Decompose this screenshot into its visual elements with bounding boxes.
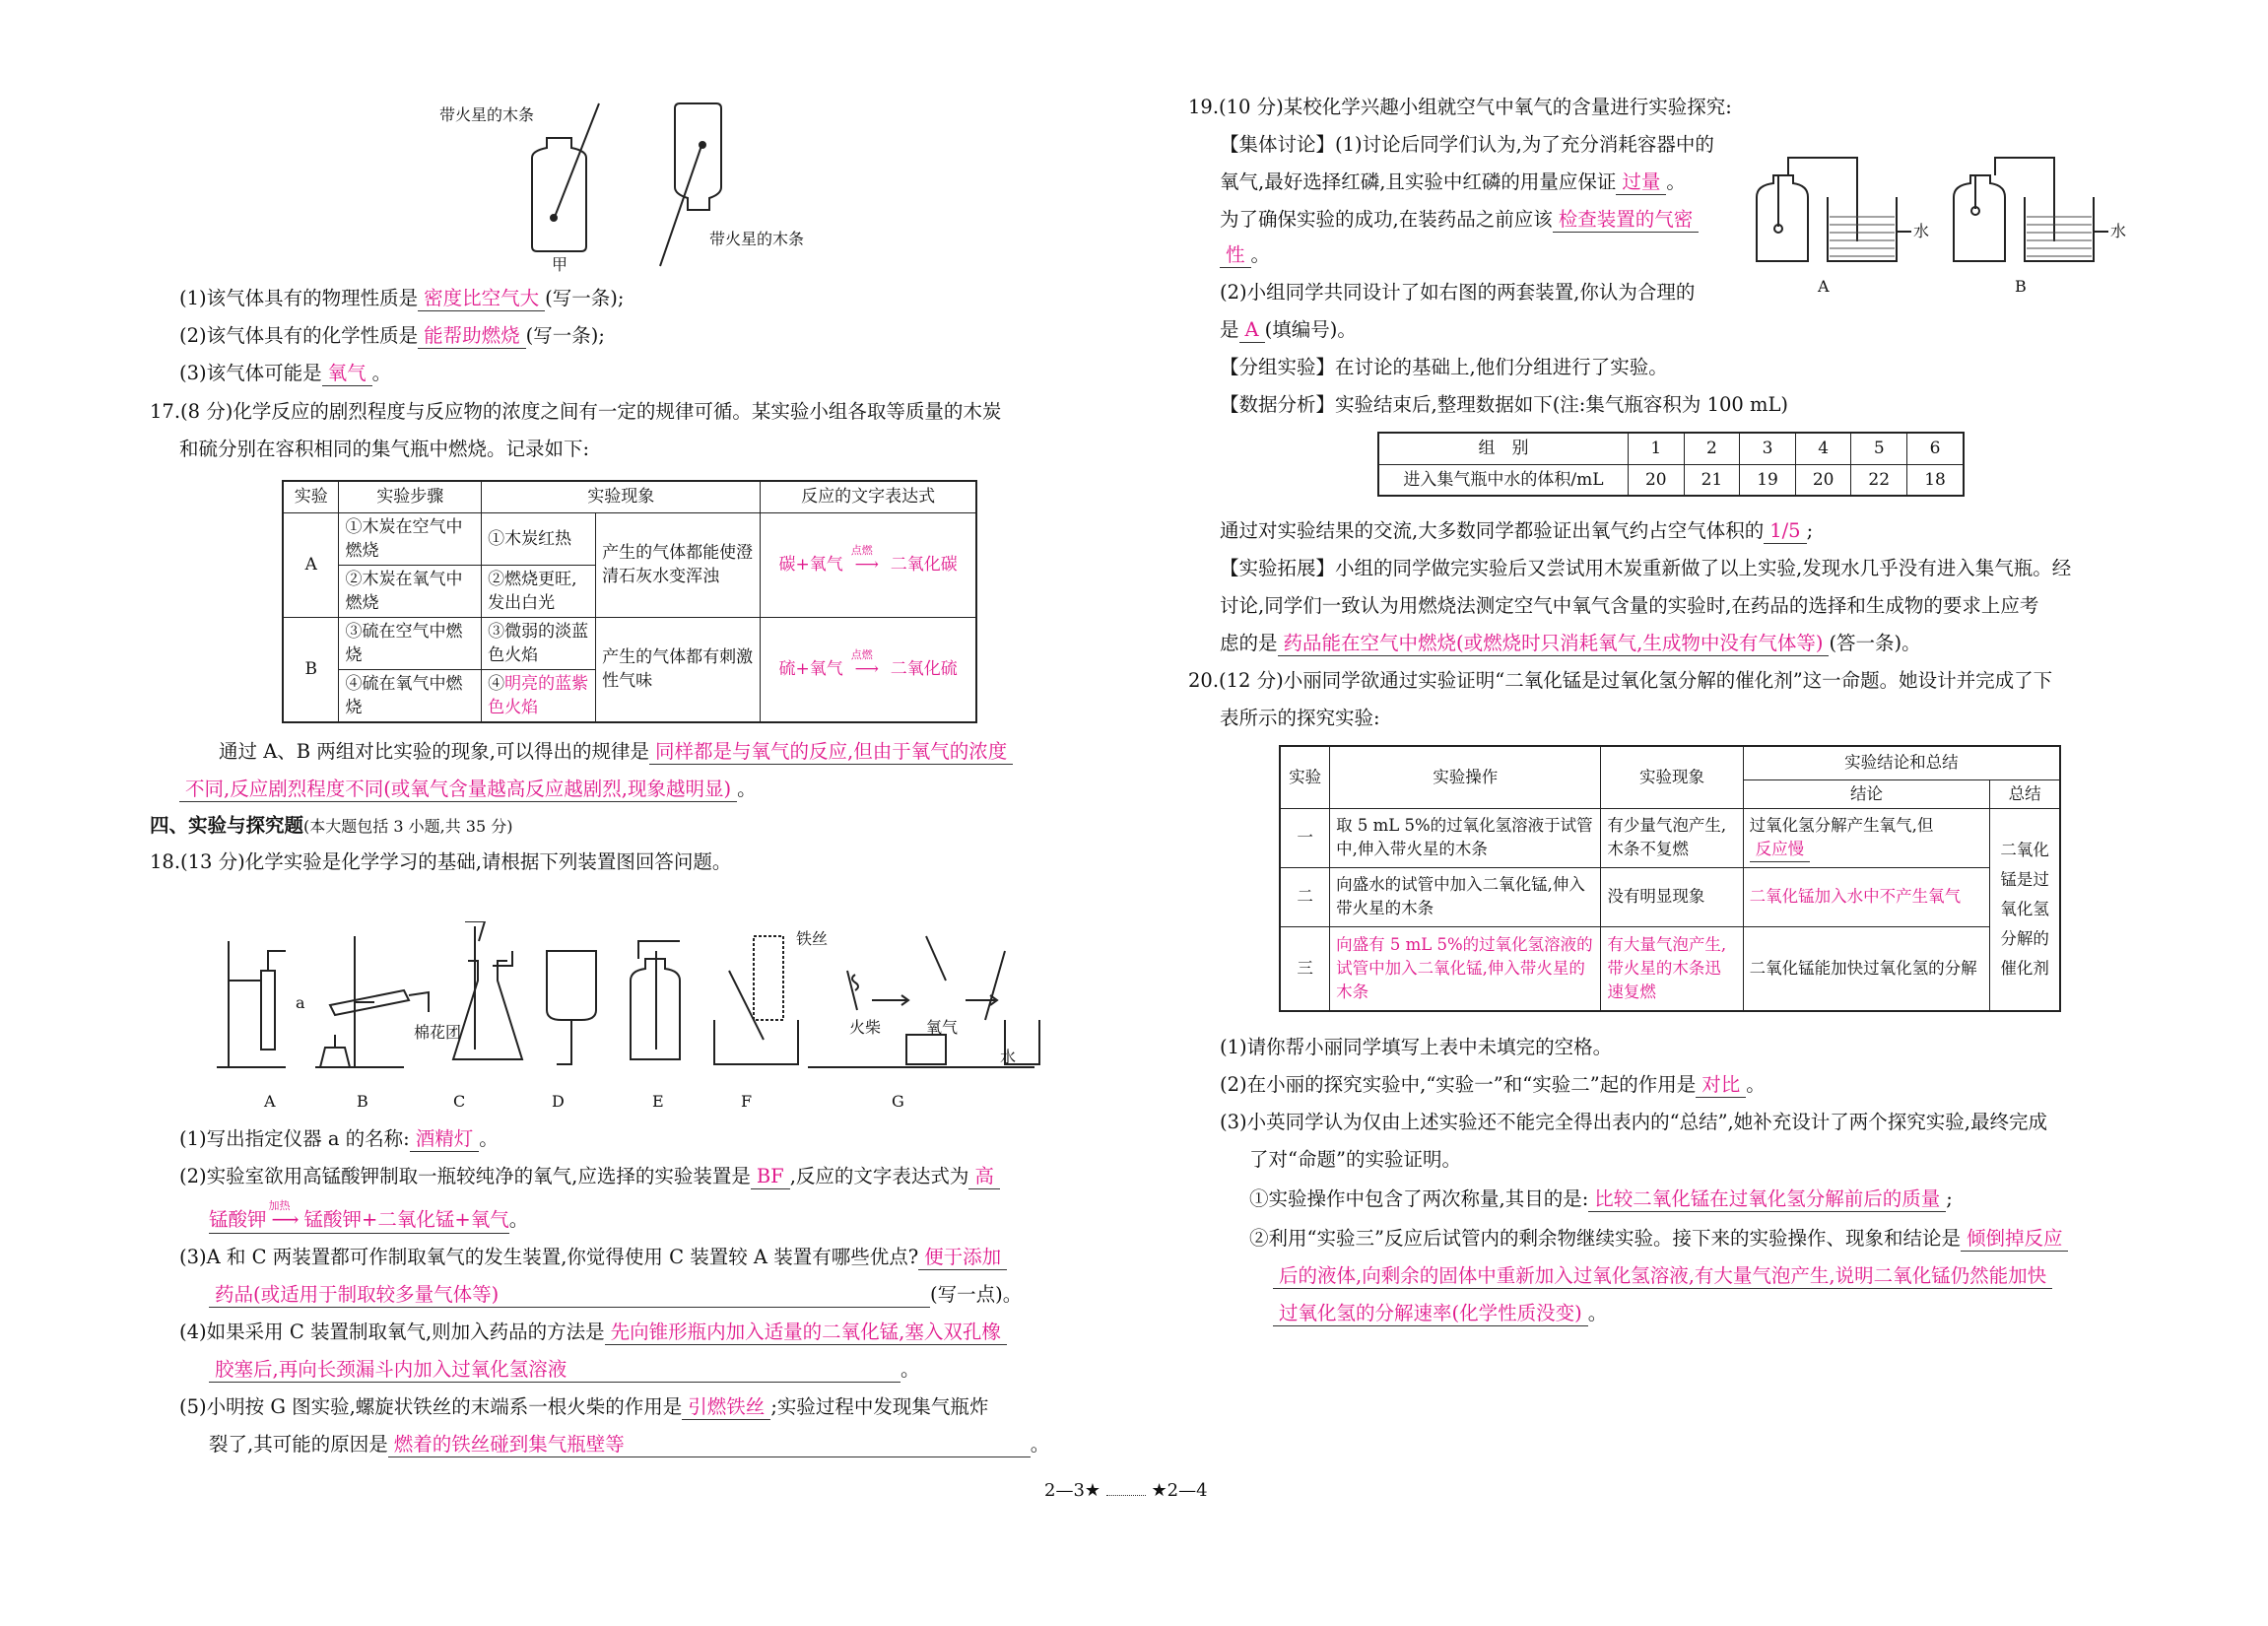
q18-answer3b: 药品(或适用于制取较多量气体等) bbox=[209, 1283, 930, 1308]
q19-title: 19.(10 分)某校化学兴趣小组就空气中氧气的含量进行实验探究: bbox=[1188, 96, 1732, 118]
q17-a-equation: 碳+氧气 点燃 ⟶ 二氧化碳 bbox=[761, 512, 976, 617]
apparatus-b-icon bbox=[315, 936, 429, 1067]
q17-conclusion-line2: 不同,反应剧烈程度不同(或氧气含量越高反应越剧烈,现象越明显) 。 bbox=[179, 777, 757, 802]
q20-row2-answer: 二氧化锰加入水中不产生氧气 bbox=[1743, 867, 1990, 926]
q20-row1-label: 一 bbox=[1280, 808, 1330, 867]
device-b-icon bbox=[1954, 158, 2108, 261]
q20-line1: 20.(12 分)小丽同学欲通过实验证明“二氧化锰是过氧化氢分解的催化剂”这一命题。她设计并完成了下 bbox=[1188, 669, 2053, 692]
q20-th-operation: 实验操作 bbox=[1330, 746, 1601, 808]
q17-th-steps: 实验步骤 bbox=[339, 481, 482, 512]
q20-answer-continue-c: 过氧化氢的分解速率(化学性质没变) bbox=[1273, 1302, 1588, 1326]
q19-line4: 性 。 bbox=[1220, 242, 1270, 268]
figure-caption: 甲 bbox=[552, 255, 568, 274]
q19-answer-check-b: 性 bbox=[1220, 243, 1251, 268]
q20-row2-label: 二 bbox=[1280, 867, 1330, 926]
q20-answer-continue-b: 后的液体,向剩余的固体中重新加入过氧化氢溶液,有大量气泡产生,说明二氧化锰仍然能加快 bbox=[1273, 1264, 2052, 1289]
q20-part3-line1: (3)小英同学认为仅由上述实验还不能完全得出表内的“总结”,她补充设计了两个探究实验,最终完成 bbox=[1220, 1111, 2047, 1133]
q20-th-conclusion: 结论 bbox=[1743, 779, 1990, 808]
q19-group-6: 6 bbox=[1907, 433, 1964, 464]
q16-answer1: 密度比空气大 bbox=[418, 287, 545, 311]
q20-th-conclusion-summary: 实验结论和总结 bbox=[1743, 746, 2060, 779]
q19-answer-device: A bbox=[1239, 318, 1265, 343]
q17-b4-phen: ④明亮的蓝紫色火焰 bbox=[482, 669, 596, 722]
q16-answer2: 能帮助燃烧 bbox=[418, 324, 526, 349]
q17-conclusion-line1: 通过 A、B 两组对比实验的现象,可以得出的规律是 同样都是与氧气的反应,但由于氧气的浓度 bbox=[219, 739, 1013, 765]
fig-caption-f: F bbox=[741, 1092, 753, 1111]
q19-group-5: 5 bbox=[1851, 433, 1907, 464]
q17-th-phenomena: 实验现象 bbox=[482, 481, 761, 512]
q18-part5-line1: (5)小明按 G 图实验,螺旋状铁丝的末端系一根火柴的作用是 引燃铁丝 ;实验过程中发现集气瓶炸 bbox=[179, 1395, 989, 1418]
fig-label-oxygen: 氧气 bbox=[926, 1018, 959, 1037]
q19-answer-check-a: 检查装置的气密 bbox=[1553, 208, 1700, 233]
fig-caption-g: G bbox=[892, 1092, 904, 1111]
q17-conclusion-answer1: 同样都是与氧气的反应,但由于氧气的浓度 bbox=[649, 740, 1013, 765]
q16-part3: (3)该气体可能是 氧气 。 bbox=[179, 362, 392, 384]
lab-apparatus-figure bbox=[217, 921, 1044, 1074]
q17-a2-step: ②木炭在氧气中燃烧 bbox=[339, 565, 482, 617]
q18-answer4a: 先向锥形瓶内加入适量的二氧化锰,塞入双孔橡 bbox=[605, 1321, 1007, 1345]
footer-page-left: 2—3★ bbox=[1044, 1480, 1101, 1501]
q20-part3-sub1: ①实验操作中包含了两次称量,其目的是: 比较二氧化锰在过氧化氢分解前后的质量 ; bbox=[1249, 1187, 1953, 1210]
device-a-caption: A bbox=[1818, 277, 1830, 296]
fig-label-cotton: 棉花团 bbox=[414, 1023, 462, 1042]
q17-b4-step: ④硫在氧气中燃烧 bbox=[339, 669, 482, 722]
q18-answer2a: BF bbox=[751, 1165, 790, 1189]
q20-summary: 二氧化锰是过氧化氢分解的催化剂 bbox=[1990, 808, 2060, 1011]
q16-part1: (1)该气体具有的物理性质是 密度比空气大 (写一条); bbox=[179, 287, 625, 309]
q17-line2: 和硫分别在容积相同的集气瓶中燃烧。记录如下: bbox=[179, 438, 590, 460]
q18-part3-line1: (3)A 和 C 两装置都可作制取氧气的发生装置,你觉得使用 C 装置较 A 装置有哪些优点? 便于添加 bbox=[179, 1245, 1007, 1270]
device-a-icon bbox=[1757, 158, 1911, 261]
q18-part2-line1: (2)实验室欲用高锰酸钾制取一瓶较纯净的氧气,应选择的实验装置是 BF ,反应的文字表达式为 高 bbox=[179, 1164, 1000, 1189]
q20-row1-operation: 取 5 mL 5%的过氧化氢溶液于试管中,伸入带火星的木条 bbox=[1330, 808, 1601, 867]
q20-part3-sub2-line3: 过氧化氢的分解速率(化学性质没变) 。 bbox=[1273, 1301, 1607, 1326]
q18-answer5a: 引燃铁丝 bbox=[682, 1395, 770, 1420]
q20-row3-phenomenon-answer: 有大量气泡产生,带火星的木条迅速复燃 bbox=[1601, 926, 1743, 1011]
q19-line12: 虑的是 药品能在空气中燃烧(或燃烧时只消耗氧气,生成物中没有气体等) (答一条)。 bbox=[1220, 632, 1921, 654]
fig-label-match: 火柴 bbox=[849, 1018, 882, 1037]
q19-answer-fraction: 1/5 bbox=[1764, 519, 1806, 544]
q20-line2: 表所示的探究实验: bbox=[1220, 707, 1380, 729]
q19-line7: 【分组实验】在讨论的基础上,他们分组进行了实验。 bbox=[1220, 356, 1668, 378]
fig-caption-d: D bbox=[552, 1092, 565, 1111]
q19-line1: 【集体讨论】(1)讨论后同学们认为,为了充分消耗容器中的 bbox=[1220, 133, 1714, 156]
q19-th-group: 组 别 bbox=[1378, 433, 1629, 464]
apparatus-c-icon bbox=[453, 921, 522, 1059]
splint-label-a: 带火星的木条 bbox=[439, 105, 535, 124]
q17-b4-answer: 明亮的蓝紫色火焰 bbox=[488, 673, 589, 717]
q18-answer1: 酒精灯 bbox=[410, 1127, 480, 1152]
q19-answer-amount: 过量 bbox=[1616, 170, 1666, 195]
q20-row1-answer: 反应慢 bbox=[1750, 838, 1811, 862]
splint-label-b: 带火星的木条 bbox=[709, 230, 805, 248]
q18-answer3a: 便于添加 bbox=[918, 1246, 1007, 1270]
q20-th-summary: 总结 bbox=[1990, 779, 2060, 808]
oxygen-measure-figure bbox=[1749, 138, 2123, 271]
q19-group-2: 2 bbox=[1684, 433, 1740, 464]
q19-line11: 讨论,同学们一致认为用燃烧法测定空气中氧气含量的实验时,在药品的选择和生成物的要求上应考 bbox=[1220, 594, 2039, 617]
q17-b-equation: 硫+氧气 点燃 ⟶ 二氧化硫 bbox=[761, 617, 976, 722]
apparatus-e-icon bbox=[631, 941, 680, 1059]
fig-caption-c: C bbox=[453, 1092, 466, 1111]
fig-label-a: a bbox=[296, 993, 305, 1012]
q19-line5: (2)小组同学共同设计了如右图的两套装置,你认为合理的 bbox=[1220, 281, 1696, 304]
q20-th-experiment: 实验 bbox=[1280, 746, 1330, 808]
q18-answer4b: 胶塞后,再向长颈漏斗内加入过氧化氢溶液 bbox=[209, 1358, 901, 1383]
q17-table bbox=[282, 480, 977, 723]
q20-row2-phenomenon: 没有明显现象 bbox=[1601, 867, 1743, 926]
q18-part4-line1: (4)如果采用 C 装置制取氧气,则加入药品的方法是 先向锥形瓶内加入适量的二氧化锰,塞入双孔橡 bbox=[179, 1320, 1007, 1345]
q19-line2: 氧气,最好选择红磷,且实验中红磷的用量应保证 过量 。 bbox=[1220, 170, 1686, 193]
q17-th-equation: 反应的文字表达式 bbox=[761, 481, 976, 512]
footer-page-right: ★2—4 bbox=[1151, 1480, 1208, 1501]
q17-a1-step: ①木炭在空气中燃烧 bbox=[339, 512, 482, 565]
q17-a1-phen: ①木炭红热 bbox=[482, 512, 596, 565]
q18-part4-line2: 胶塞后,再向长颈漏斗内加入过氧化氢溶液 。 bbox=[209, 1357, 920, 1383]
q20-answer-continue-a: 倾倒掉反应 bbox=[1961, 1227, 2069, 1252]
q19-line10: 【实验拓展】小组的同学做完实验后又尝试用木炭重新做了以上实验,发现水几乎没有进入集气瓶。经 bbox=[1220, 557, 2072, 579]
fig-label-water: 水 bbox=[1000, 1048, 1017, 1066]
fig-caption-e: E bbox=[652, 1092, 664, 1111]
q20-part3-sub2-line2 bbox=[1273, 1263, 2052, 1289]
q19-value-6: 18 bbox=[1907, 464, 1964, 496]
q19-group-4: 4 bbox=[1795, 433, 1851, 464]
q17-b-shared: 产生的气体都有刺激性气味 bbox=[596, 617, 761, 722]
q19-line3: 为了确保实验的成功,在装药品之前应该 检查装置的气密 bbox=[1220, 207, 1699, 233]
q18-answer2b: 高 bbox=[968, 1165, 1000, 1189]
q19-group-1: 1 bbox=[1629, 433, 1685, 464]
q20-row1-phenomenon: 有少量气泡产生,木条不复燃 bbox=[1601, 808, 1743, 867]
q20-answer-contrast: 对比 bbox=[1696, 1073, 1746, 1098]
q20-part1: (1)请你帮小丽同学填写上表中未填完的空格。 bbox=[1220, 1036, 1613, 1058]
q20-part3-sub2-line1: ②利用“实验三”反应后试管内的剩余物继续实验。接下来的实验操作、现象和结论是 倾倒掉反应 bbox=[1249, 1226, 2068, 1252]
fig-caption-a: A bbox=[264, 1092, 276, 1111]
apparatus-a-icon bbox=[217, 941, 286, 1067]
q19-value-4: 20 bbox=[1795, 464, 1851, 496]
q20-row3-conclusion: 二氧化锰能加快过氧化氢的分解 bbox=[1743, 926, 1990, 1011]
q18-part1: (1)写出指定仪器 a 的名称: 酒精灯 。 bbox=[179, 1127, 499, 1150]
apparatus-f-icon bbox=[714, 936, 798, 1064]
q20-row1-conclusion: 过氧化氢分解产生氧气,但反应慢 bbox=[1743, 808, 1990, 867]
upright-bottle-icon bbox=[532, 103, 599, 251]
section4-heading: 四、实验与探究题(本大题包括 3 小题,共 35 分) bbox=[150, 814, 513, 837]
q19-answer-consider: 药品能在空气中燃烧(或燃烧时只消耗氧气,生成物中没有气体等) bbox=[1278, 632, 1830, 656]
q17-th-experiment: 实验 bbox=[283, 481, 339, 512]
device-b-caption: B bbox=[2015, 277, 2027, 296]
q17-conclusion-answer2: 不同,反应剧烈程度不同(或氧气含量越高反应越剧烈,现象越明显) bbox=[179, 778, 737, 802]
q17-row-a: A bbox=[283, 512, 339, 617]
page-footer bbox=[1044, 1480, 1208, 1501]
q17-line1: 17.(8 分)化学反应的剧烈程度与反应物的浓度之间有一定的规律可循。某实验小组各取等质量的木炭 bbox=[150, 400, 1002, 423]
q18-answer5b: 燃着的铁丝碰到集气瓶壁等 bbox=[388, 1433, 1031, 1457]
q17-b3-phen: ③微弱的淡蓝色火焰 bbox=[482, 617, 596, 669]
q20-row2-operation: 向盛水的试管中加入二氧化锰,伸入带火星的木条 bbox=[1330, 867, 1601, 926]
q18-title: 18.(13 分)化学实验是化学学习的基础,请根据下列装置图回答问题。 bbox=[150, 850, 732, 873]
fig-caption-b: B bbox=[357, 1092, 368, 1111]
q19-group-3: 3 bbox=[1740, 433, 1796, 464]
q19-value-1: 20 bbox=[1629, 464, 1685, 496]
fig-label-wire: 铁丝 bbox=[796, 929, 829, 948]
q20-row3-label: 三 bbox=[1280, 926, 1330, 1011]
q17-row-b: B bbox=[283, 617, 339, 722]
q20-table bbox=[1279, 745, 2061, 1012]
q17-a2-phen: ②燃烧更旺,发出白光 bbox=[482, 565, 596, 617]
q19-value-5: 22 bbox=[1851, 464, 1907, 496]
apparatus-d-icon bbox=[547, 951, 596, 1064]
q16-answer3: 氧气 bbox=[322, 362, 372, 386]
q18-part5-line2: 裂了,其可能的原因是 燃着的铁丝碰到集气瓶壁等 。 bbox=[209, 1433, 1050, 1456]
q20-answer-weigh: 比较二氧化锰在过氧化氢分解前后的质量 bbox=[1588, 1187, 1946, 1212]
q20-th-phenomenon: 实验现象 bbox=[1601, 746, 1743, 808]
q20-part3-line2: 了对“命题”的实验证明。 bbox=[1249, 1148, 1461, 1171]
q19-value-2: 21 bbox=[1684, 464, 1740, 496]
q19-line6: 是 A (填编号)。 bbox=[1220, 318, 1357, 341]
q19-line8: 【数据分析】实验结束后,整理数据如下(注:集气瓶容积为 100 mL) bbox=[1220, 393, 1789, 416]
device-a-water-label: 水 bbox=[1913, 222, 1930, 240]
q16-part2: (2)该气体具有的化学性质是 能帮助燃烧 (写一条); bbox=[179, 324, 605, 347]
q17-b3-step: ③硫在空气中燃烧 bbox=[339, 617, 482, 669]
q19-line9: 通过对实验结果的交流,大多数同学都验证出氧气约占空气体积的 1/5 ; bbox=[1220, 519, 1814, 542]
device-b-water-label: 水 bbox=[2110, 222, 2127, 240]
q18-part2-line2: 锰酸钾 加热 ⟶ 锰酸钾+二氧化锰+氧气。 bbox=[209, 1207, 528, 1234]
q19-row-label: 进入集气瓶中水的体积/mL bbox=[1378, 464, 1629, 496]
q20-row3-operation-answer: 向盛有 5 mL 5%的过氧化氢溶液的试管中加入二氧化锰,伸入带火星的木条 bbox=[1330, 926, 1601, 1011]
q19-data-table bbox=[1377, 432, 1965, 497]
q18-part3-line2: 药品(或适用于制取较多量气体等) (写一点)。 bbox=[209, 1282, 1022, 1308]
q19-value-3: 19 bbox=[1740, 464, 1796, 496]
q17-a-shared: 产生的气体都能使澄清石灰水变浑浊 bbox=[596, 512, 761, 617]
q20-part2: (2)在小丽的探究实验中,“实验一”和“实验二”起的作用是 对比 。 bbox=[1220, 1073, 1766, 1096]
